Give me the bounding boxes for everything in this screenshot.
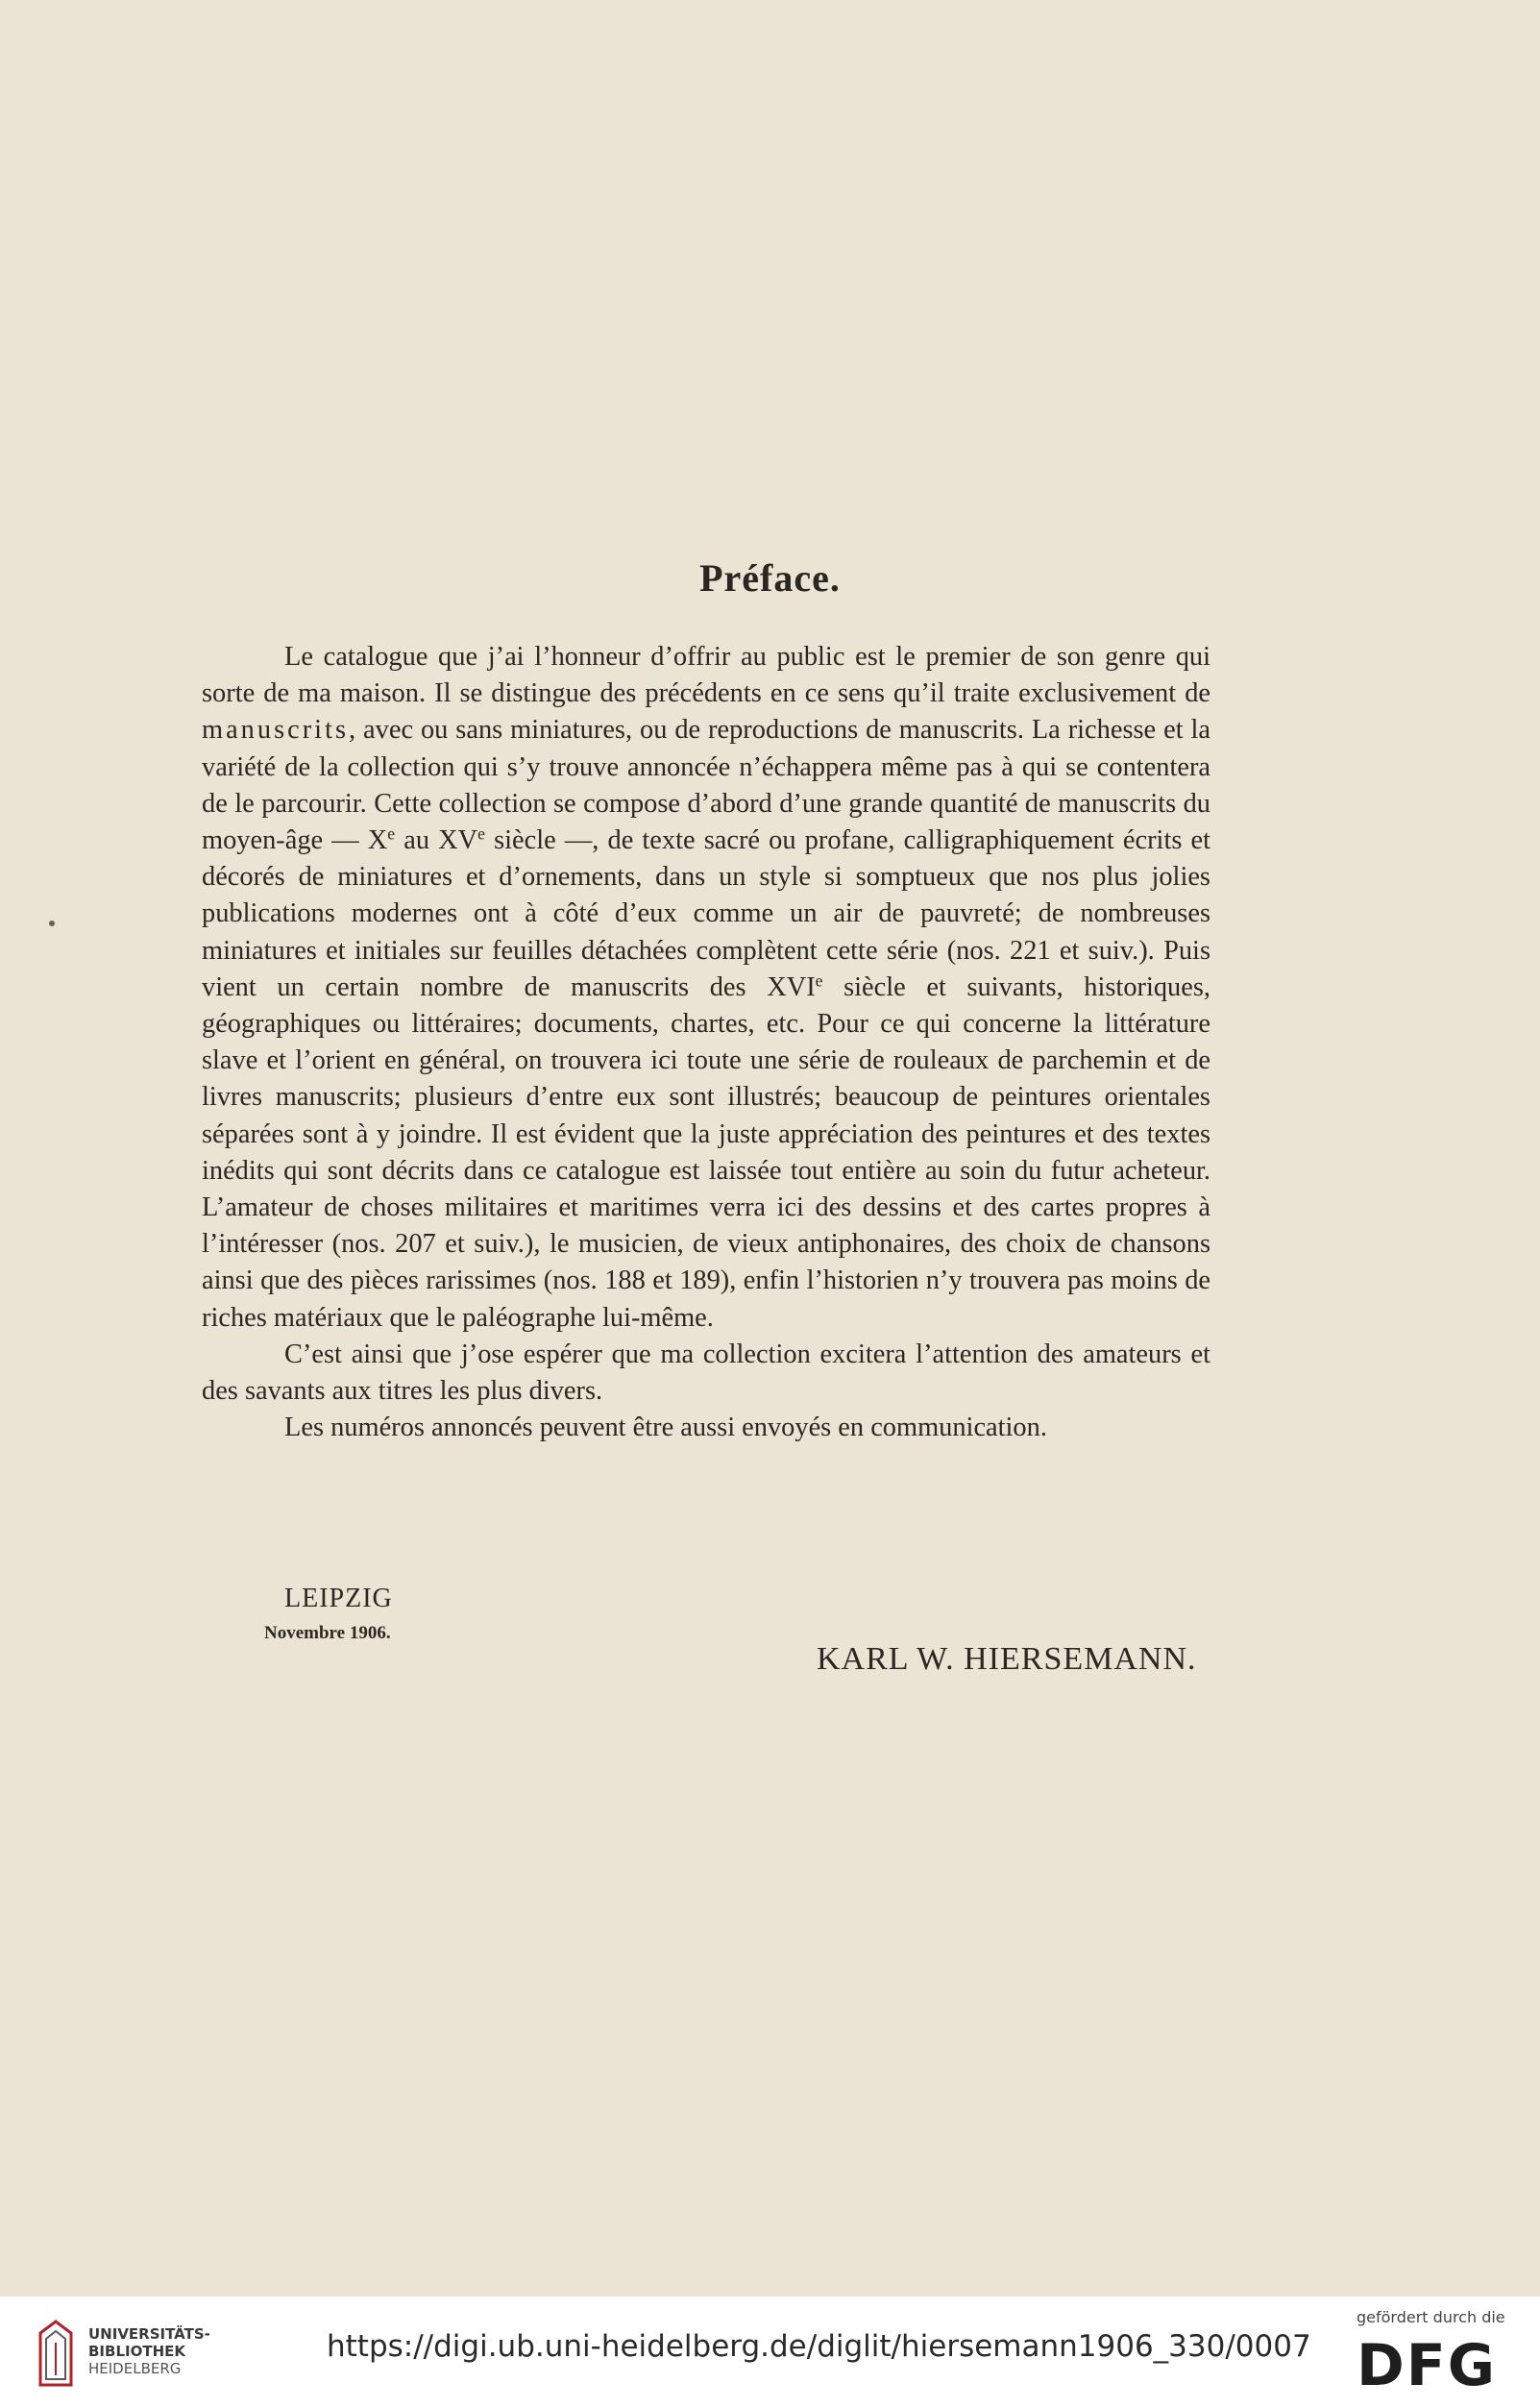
paragraph-3: Les numéros annoncés peuvent être aussi envoyés en communication. [284,1413,1047,1443]
footer-bar [0,2297,1540,2408]
paragraph-1 [202,639,1210,1337]
text-run: siècle et suivants, historiques, géographiques ou littéraires; documents, chartes, etc. Pour ce qui concerne la littérature slave et l’orient en général, on trouvera ici toute une série de rouleaux de parchemin et de livres manuscrits; plusieurs d’entre eux sont illustrés; beaucoup de peintures orientales séparées sont à y joindre. Il est évident que la juste appréciation des peintures et des textes inédits qui sont décrits dans ce catalogue est laissée tout entière au soin du futur acheteur. L’amateur de choses militaires et maritimes verra ici des dessins et des cartes propres à l’intéresser (nos. 207 et suiv.), le musicien, de vieux antiphonaires, des choix de chansons ainsi que des pièces rarissimes (nos. 188 et 189), enfin l’historien n’y trouvera pas moins de riches matériaux que le paléographe lui-même. [202,971,1210,1333]
paragraph-2: C’est ainsi que j’ose espérer que ma collection excitera l’attention des amateurs et des savants aux titres les plus divers. [202,1339,1210,1407]
margin-speck [49,921,55,926]
superscript: e [477,823,485,844]
library-logo-icon[interactable] [37,2318,75,2387]
emphasized-word: manuscrits [202,715,350,746]
library-name[interactable] [88,2325,210,2377]
library-name-line: UNIVERSITÄTS- [88,2325,210,2343]
dfg-logo[interactable]: DFG [1357,2332,1498,2399]
library-name-line: HEIDELBERG [88,2360,182,2377]
signature: KARL W. HIERSEMANN. [817,1641,1197,1677]
preface-body [202,639,1210,1446]
text-run: au XV [395,825,478,856]
date-line: Novembre 1906. [264,1623,391,1643]
text-run: siècle —, de texte sacré ou profane, calligraphiquement écrits et décorés de miniatures et d’ornements, dans un style si somptueux que nos plus jolies publications modernes ont à côté d’eux comme un air de pauvreté; de nombreuses miniatures et initiales sur feuilles détachées complètent cette série (nos. 221 et suiv.). Puis vient un certain nombre de manuscrits des XVI [202,825,1210,1002]
text-run: Le catalogue que j’ai l’honneur d’offrir au public est le premier de son genre qui sorte de ma maison. Il se distingue des précédents en ce sens qu’il traite exclusivement de [202,642,1210,709]
document-url-link[interactable]: https://digi.ub.uni-heidelberg.de/diglit/hiersemann1906_330/0007 [327,2329,1311,2364]
funder-caption: gefördert durch die [1357,2308,1505,2326]
page-title: Préface. [699,556,841,600]
text-run: , avec ou sans miniatures, ou de reproductions de manuscrits. La richesse et la variété de la collection qui s’y trouve annoncée n’échappera même pas à qui se contentera de le parcourir. Cette collection se compose d’abord d’une grande quantité de manuscrits du moyen-âge — X [202,715,1210,856]
place-name: LEIPZIG [284,1584,393,1613]
superscript: e [815,971,823,991]
library-name-line: BIBLIOTHEK [88,2343,185,2360]
superscript: e [387,823,396,844]
